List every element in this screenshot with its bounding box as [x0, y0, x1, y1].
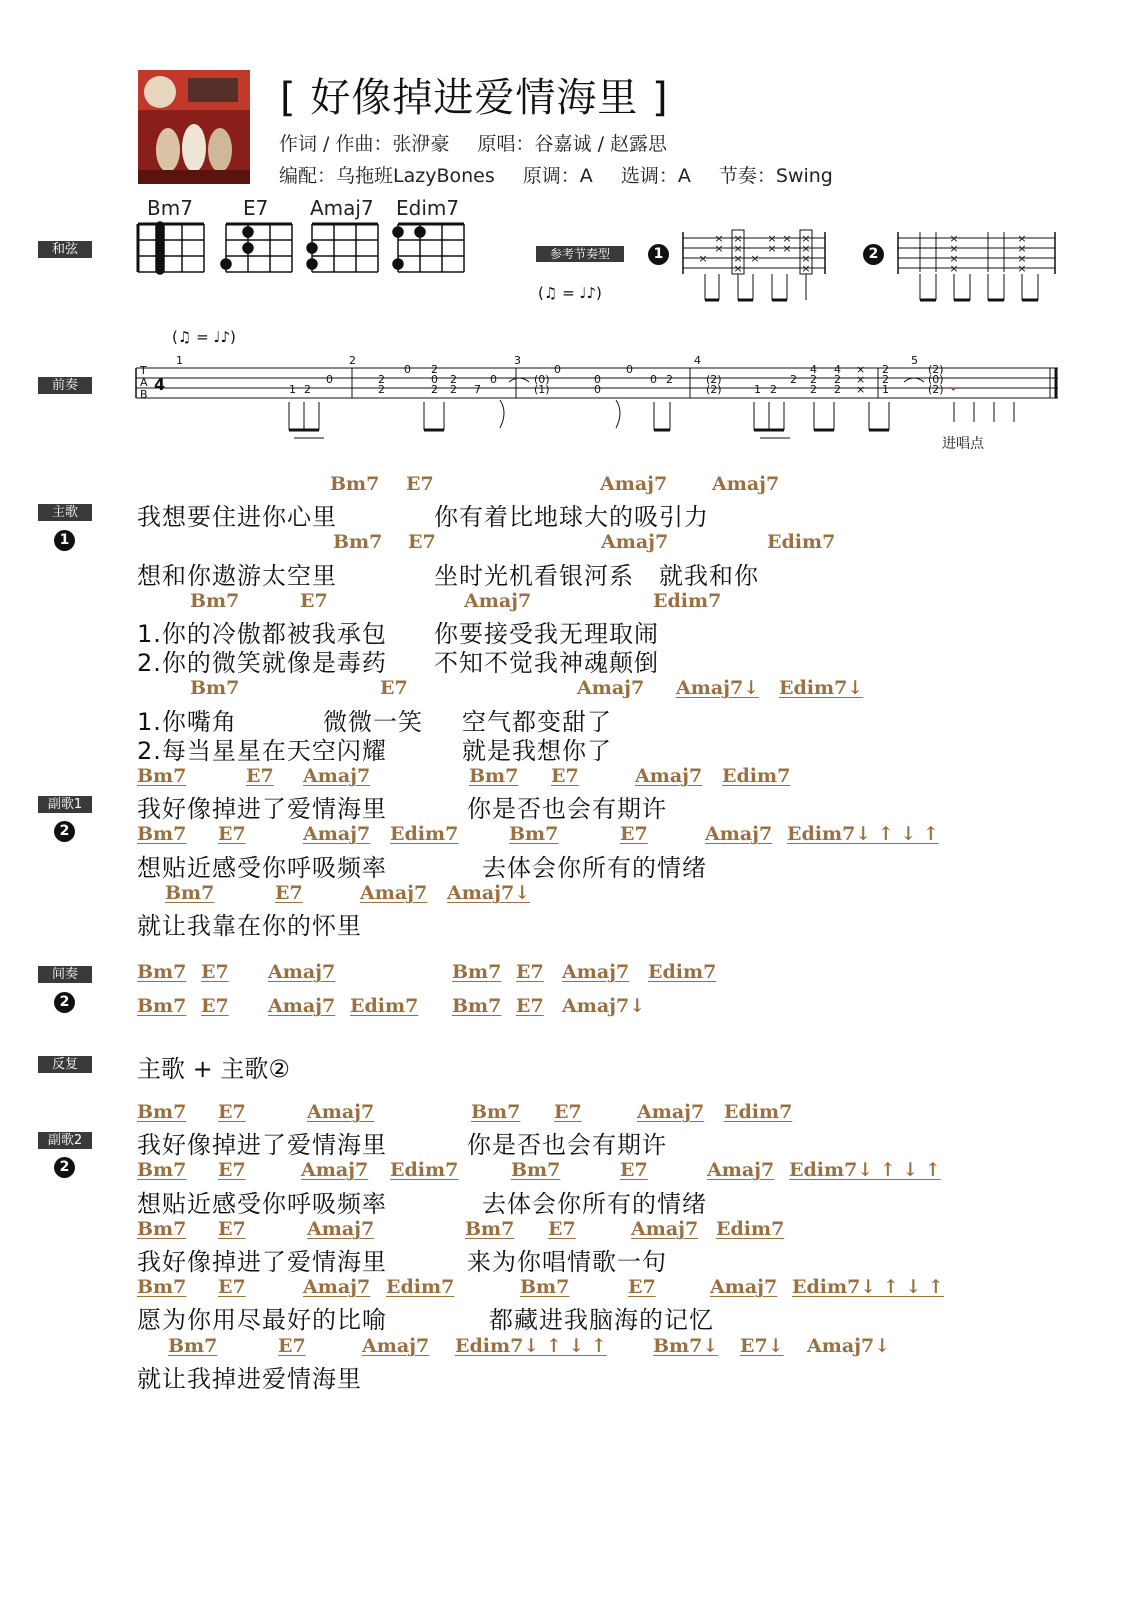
chorus1-r1-chord-6: Amaj7 [635, 765, 703, 787]
svg-text:×: × [856, 373, 866, 386]
chorus2-r2-chord-3: Amaj7 [301, 1159, 369, 1181]
chorus2-r2-lyric-b: 去体会你所有的情绪 [482, 1190, 707, 1218]
chorus2-r4-lyric-b: 都藏进我脑海的记忆 [489, 1306, 714, 1334]
interlude-r1-chord-1: Bm7 [137, 961, 187, 983]
chorus1-r3-chord-3: Amaj7 [360, 882, 428, 904]
interlude-r2-chord-3: Amaj7 [268, 995, 336, 1017]
credit-arranger: 编配：乌拖班LazyBones [279, 165, 495, 187]
section-tag-repeat: 反复 [38, 1056, 92, 1073]
verse-r2-chord-3: Amaj7 [601, 531, 669, 553]
chorus2-r3-chord-2: E7 [218, 1218, 246, 1240]
chorus1-r2-chord-1: Bm7 [137, 823, 187, 845]
svg-text:2: 2 [770, 383, 777, 396]
interlude-r1-chord-2: E7 [201, 961, 229, 983]
chorus2-r1-chord-5: E7 [554, 1101, 582, 1123]
svg-text:2: 2 [810, 373, 817, 386]
chorus1-r2-chord-4: Edim7 [390, 823, 459, 845]
svg-text:(0): (0) [534, 373, 550, 386]
verse-r4-lyric-c: 空气都变甜了 [462, 708, 612, 736]
interlude-r1-chord-4: Bm7 [452, 961, 502, 983]
credit-original-singer: 原唱：谷嘉诚 / 赵露思 [477, 133, 668, 155]
svg-text:2: 2 [834, 383, 841, 396]
svg-text:×: × [767, 242, 777, 255]
chorus2-r3-lyric-b: 来为你唱情歌一句 [467, 1248, 667, 1276]
section-tag-chords: 和弦 [38, 241, 92, 258]
chorus2-r5-lyric-a: 就让我掉进爱情海里 [137, 1365, 362, 1393]
chorus1-r1-chord-2: E7 [246, 765, 274, 787]
verse-r3-chord-2: E7 [300, 590, 328, 612]
chorus2-r2-chord-1: Bm7 [137, 1159, 187, 1181]
interlude-r1-chord-6: Amaj7 [562, 961, 630, 983]
chorus2-r3-lyric-a: 我好像掉进了爱情海里 [137, 1248, 387, 1276]
section-tag-intro: 前奏 [38, 377, 92, 394]
svg-text:×: × [949, 252, 959, 265]
svg-text:0: 0 [554, 363, 561, 376]
svg-text:0: 0 [650, 373, 657, 386]
chorus2-r2-chord-5: Bm7 [511, 1159, 561, 1181]
svg-text:7: 7 [474, 383, 481, 396]
chorus2-r4-chord-1: Bm7 [137, 1276, 187, 1298]
chorus2-r5-chord-3: Amaj7 [362, 1335, 430, 1357]
verse-r4-lyric-a: 1.你嘴角 [137, 708, 237, 736]
chorus2-r3-chord-1: Bm7 [137, 1218, 187, 1240]
svg-text:0: 0 [326, 373, 333, 386]
svg-text:T: T [140, 364, 147, 377]
credit-original-key: 原调：A [522, 165, 593, 187]
chorus2-r2-chord-2: E7 [218, 1159, 246, 1181]
svg-text:×: × [801, 242, 811, 255]
svg-text:×: × [733, 232, 743, 245]
song-title: [ 好像掉进爱情海里 ] [280, 75, 669, 121]
svg-text:×: × [1017, 252, 1027, 265]
svg-text:2: 2 [431, 363, 438, 376]
interlude-number: 2 [54, 992, 75, 1013]
section-tag-chorus2: 副歌2 [38, 1132, 92, 1149]
interlude-r2-chord-7: Amaj7↓ [562, 995, 646, 1017]
chorus2-r5-chord-2: E7 [278, 1335, 306, 1357]
chorus2-r3-chord-4: Bm7 [465, 1218, 515, 1240]
svg-text:2: 2 [450, 373, 457, 386]
rhythm-pattern-2-number: 2 [863, 244, 884, 265]
chorus2-r4-chord-5: Bm7 [520, 1276, 570, 1298]
rhythm-pattern-1-staff [675, 228, 830, 308]
chorus1-r1-chord-5: E7 [551, 765, 579, 787]
chorus2-r4-chord-3: Amaj7 [303, 1276, 371, 1298]
svg-text:×: × [1017, 232, 1027, 245]
verse-r2-chord-4: Edim7 [767, 531, 836, 553]
album-cover [138, 70, 250, 184]
svg-text:(2): (2) [928, 383, 944, 396]
verse-r4-chord-1: Bm7 [190, 677, 240, 699]
svg-text:×: × [714, 242, 724, 255]
chorus1-r2-lyric-a: 想贴近感受你呼吸频率 [137, 854, 387, 882]
svg-text:×: × [733, 242, 743, 255]
svg-text:×: × [733, 252, 743, 265]
verse-r1-chord-2: E7 [406, 473, 434, 495]
svg-text:4: 4 [834, 363, 841, 376]
verse-number: 1 [54, 530, 75, 551]
intro-tab-staff [134, 352, 1062, 448]
svg-text:×: × [1017, 242, 1027, 255]
section-tag-chorus1: 副歌1 [38, 796, 92, 813]
interlude-r2-chord-2: E7 [201, 995, 229, 1017]
svg-text:2: 2 [450, 383, 457, 396]
svg-text:2: 2 [378, 383, 385, 396]
svg-text:4: 4 [694, 354, 701, 367]
chorus2-r1-chord-1: Bm7 [137, 1101, 187, 1123]
verse-r4-chord-5: Edim7↓ [779, 677, 864, 699]
svg-text:1: 1 [882, 383, 889, 396]
rhythm-swing-mark: (♫ = ♩♪) [538, 284, 602, 302]
chorus1-r2-chord-7: Amaj7 [705, 823, 773, 845]
verse-r4-lyric-e: 就是我想你了 [462, 737, 612, 765]
section-tag-verse: 主歌 [38, 504, 92, 521]
svg-text:×: × [698, 252, 708, 265]
svg-text:0: 0 [431, 373, 438, 386]
intro-swing-mark: (♫ = ♩♪) [172, 328, 236, 346]
svg-text:0: 0 [404, 363, 411, 376]
chorus1-number: 2 [54, 821, 75, 842]
rhythm-pattern-label: 参考节奏型 [536, 246, 624, 262]
verse-r3-chord-4: Edim7 [653, 590, 722, 612]
chorus1-r3-chord-1: Bm7 [165, 882, 215, 904]
interlude-r1-chord-3: Amaj7 [268, 961, 336, 983]
chorus2-r2-chord-7: Amaj7 [707, 1159, 775, 1181]
chorus1-r1-lyric-a: 我好像掉进了爱情海里 [137, 795, 387, 823]
svg-text:×: × [767, 232, 777, 245]
chorus2-r5-chord-7: Amaj7↓ [807, 1335, 891, 1357]
chorus2-r1-lyric-a: 我好像掉进了爱情海里 [137, 1131, 387, 1159]
interlude-r2-chord-5: Bm7 [452, 995, 502, 1017]
section-tag-interlude: 间奏 [38, 966, 92, 983]
svg-text:2: 2 [810, 383, 817, 396]
chorus2-r4-chord-7: Amaj7 [710, 1276, 778, 1298]
chord-name-bm7: Bm7 [147, 196, 193, 220]
svg-text:1: 1 [289, 383, 296, 396]
chorus1-r1-chord-1: Bm7 [137, 765, 187, 787]
chorus1-r1-chord-7: Edim7 [722, 765, 791, 787]
chorus2-r3-chord-7: Edim7 [716, 1218, 785, 1240]
verse-r4-lyric-d: 2.每当星星在天空闪耀 [137, 737, 387, 765]
svg-text:×: × [949, 242, 959, 255]
chorus2-r2-chord-4: Edim7 [390, 1159, 459, 1181]
verse-r1-chord-1: Bm7 [330, 473, 380, 495]
verse-r3-chord-1: Bm7 [190, 590, 240, 612]
svg-text:×: × [782, 242, 792, 255]
verse-r2-chord-1: Bm7 [333, 531, 383, 553]
chorus2-r1-chord-6: Amaj7 [637, 1101, 705, 1123]
interlude-r1-chord-5: E7 [516, 961, 544, 983]
chorus2-r1-chord-2: E7 [218, 1101, 246, 1123]
verse-r4-chord-3: Amaj7 [577, 677, 645, 699]
svg-text:•: • [950, 383, 957, 396]
svg-text:3: 3 [514, 354, 521, 367]
credit-selected-key: 选调：A [620, 165, 691, 187]
chorus2-r2-chord-8: Edim7↓ ↑ ↓ ↑ [789, 1159, 941, 1181]
verse-r1-chord-3: Amaj7 [600, 473, 668, 495]
chorus2-r3-chord-3: Amaj7 [307, 1218, 375, 1240]
chorus2-r4-chord-4: Edim7 [386, 1276, 455, 1298]
svg-text:(0): (0) [928, 373, 944, 386]
svg-text:0: 0 [490, 373, 497, 386]
svg-text:0: 0 [594, 373, 601, 386]
svg-text:B: B [140, 388, 148, 401]
verse-r3-lyric-d: 不知不觉我神魂颠倒 [434, 649, 659, 677]
chorus1-r1-lyric-b: 你是否也会有期许 [467, 795, 667, 823]
credits-line-1 [279, 129, 667, 156]
svg-text:2: 2 [882, 373, 889, 386]
svg-text:×: × [733, 262, 743, 275]
svg-text:×: × [949, 262, 959, 275]
chorus2-r4-chord-2: E7 [218, 1276, 246, 1298]
chorus2-r2-chord-6: E7 [620, 1159, 648, 1181]
verse-r3-lyric-b: 你要接受我无理取闹 [434, 620, 659, 648]
svg-text:×: × [801, 252, 811, 265]
chorus2-r1-chord-7: Edim7 [724, 1101, 793, 1123]
chorus2-r4-chord-6: E7 [628, 1276, 656, 1298]
chorus1-r3-chord-4: Amaj7↓ [447, 882, 531, 904]
verse-r1-lyric-a: 我想要住进你心里 [137, 503, 337, 531]
svg-text:(2): (2) [706, 373, 722, 386]
chord-name-edim7: Edim7 [396, 196, 460, 220]
interlude-r2-chord-4: Edim7 [350, 995, 419, 1017]
svg-text:1: 1 [176, 354, 183, 367]
rhythm-pattern-2-staff [890, 228, 1060, 308]
chord-name-amaj7: Amaj7 [310, 196, 374, 220]
chorus2-r5-chord-6: E7↓ [740, 1335, 784, 1357]
chorus1-r2-chord-2: E7 [218, 823, 246, 845]
rhythm-pattern-1-number: 1 [648, 244, 669, 265]
svg-text:1: 1 [754, 383, 761, 396]
chorus2-r2-lyric-a: 想贴近感受你呼吸频率 [137, 1190, 387, 1218]
chorus2-r1-lyric-b: 你是否也会有期许 [467, 1131, 667, 1159]
credits-line-2 [279, 161, 833, 188]
chorus2-r5-chord-5: Bm7↓ [653, 1335, 719, 1357]
svg-text:(2): (2) [706, 383, 722, 396]
credit-rhythm: 节奏：Swing [718, 165, 833, 187]
intro-entry-label: 进唱点 [942, 436, 984, 452]
chorus1-r2-lyric-b: 去体会你所有的情绪 [482, 854, 707, 882]
svg-text:A: A [140, 376, 148, 389]
svg-text:×: × [856, 383, 866, 396]
verse-r2-lyric-a: 想和你遨游太空里 [137, 562, 337, 590]
chorus2-r3-chord-5: E7 [548, 1218, 576, 1240]
svg-text:×: × [750, 252, 760, 265]
chorus1-r2-chord-6: E7 [620, 823, 648, 845]
verse-r3-lyric-c: 2.你的微笑就像是毒药 [137, 649, 387, 677]
svg-text:×: × [782, 232, 792, 245]
chorus2-r5-chord-1: Bm7 [168, 1335, 218, 1357]
interlude-r2-chord-6: E7 [516, 995, 544, 1017]
svg-text:2: 2 [666, 373, 673, 386]
verse-r4-lyric-b: 微微一笑 [323, 708, 423, 736]
repeat-instruction: 主歌 + 主歌② [137, 1055, 290, 1083]
chorus2-r3-chord-6: Amaj7 [631, 1218, 699, 1240]
interlude-r2-chord-1: Bm7 [137, 995, 187, 1017]
verse-r4-chord-2: E7 [380, 677, 408, 699]
verse-r1-chord-4: Amaj7 [712, 473, 780, 495]
chorus1-r1-chord-3: Amaj7 [303, 765, 371, 787]
svg-text:(1): (1) [534, 383, 550, 396]
svg-text:2: 2 [431, 383, 438, 396]
svg-text:2: 2 [834, 373, 841, 386]
chorus1-r2-chord-5: Bm7 [509, 823, 559, 845]
svg-text:4: 4 [810, 363, 817, 376]
svg-text:2: 2 [349, 354, 356, 367]
verse-r2-lyric-b: 坐时光机看银河系 就我和你 [434, 562, 759, 590]
svg-text:0: 0 [626, 363, 633, 376]
svg-text:4: 4 [154, 375, 166, 394]
verse-r2-chord-2: E7 [408, 531, 436, 553]
chorus1-r2-chord-8: Edim7↓ ↑ ↓ ↑ [787, 823, 939, 845]
svg-text:5: 5 [911, 354, 918, 367]
interlude-r1-chord-7: Edim7 [648, 961, 717, 983]
verse-r3-lyric-a: 1.你的冷傲都被我承包 [137, 620, 387, 648]
svg-text:×: × [714, 232, 724, 245]
svg-text:0: 0 [594, 383, 601, 396]
svg-text:2: 2 [882, 363, 889, 376]
svg-text:×: × [801, 262, 811, 275]
verse-r1-lyric-b: 你有着比地球大的吸引力 [434, 503, 709, 531]
chorus1-r3-lyric-a: 就让我靠在你的怀里 [137, 912, 362, 940]
chord-name-e7: E7 [243, 196, 269, 220]
svg-text:×: × [1017, 262, 1027, 275]
svg-text:×: × [801, 232, 811, 245]
svg-text:2: 2 [790, 373, 797, 386]
svg-text:×: × [949, 232, 959, 245]
chorus2-r5-chord-4: Edim7↓ ↑ ↓ ↑ [455, 1335, 607, 1357]
svg-text:(2): (2) [928, 363, 944, 376]
chorus1-r2-chord-3: Amaj7 [303, 823, 371, 845]
chorus2-r1-chord-4: Bm7 [471, 1101, 521, 1123]
verse-r4-chord-4: Amaj7↓ [676, 677, 760, 699]
chorus2-number: 2 [54, 1157, 75, 1178]
chorus2-r4-lyric-a: 愿为你用尽最好的比喻 [137, 1306, 387, 1334]
svg-text:2: 2 [304, 383, 311, 396]
verse-r3-chord-3: Amaj7 [464, 590, 532, 612]
chord-diagrams [130, 218, 480, 280]
chorus2-r1-chord-3: Amaj7 [307, 1101, 375, 1123]
svg-text:×: × [856, 363, 866, 376]
svg-text:2: 2 [378, 373, 385, 386]
credit-composer: 作词 / 作曲：张洢豪 [279, 133, 450, 155]
chorus1-r1-chord-4: Bm7 [469, 765, 519, 787]
chorus2-r4-chord-8: Edim7↓ ↑ ↓ ↑ [792, 1276, 944, 1298]
chorus1-r3-chord-2: E7 [275, 882, 303, 904]
